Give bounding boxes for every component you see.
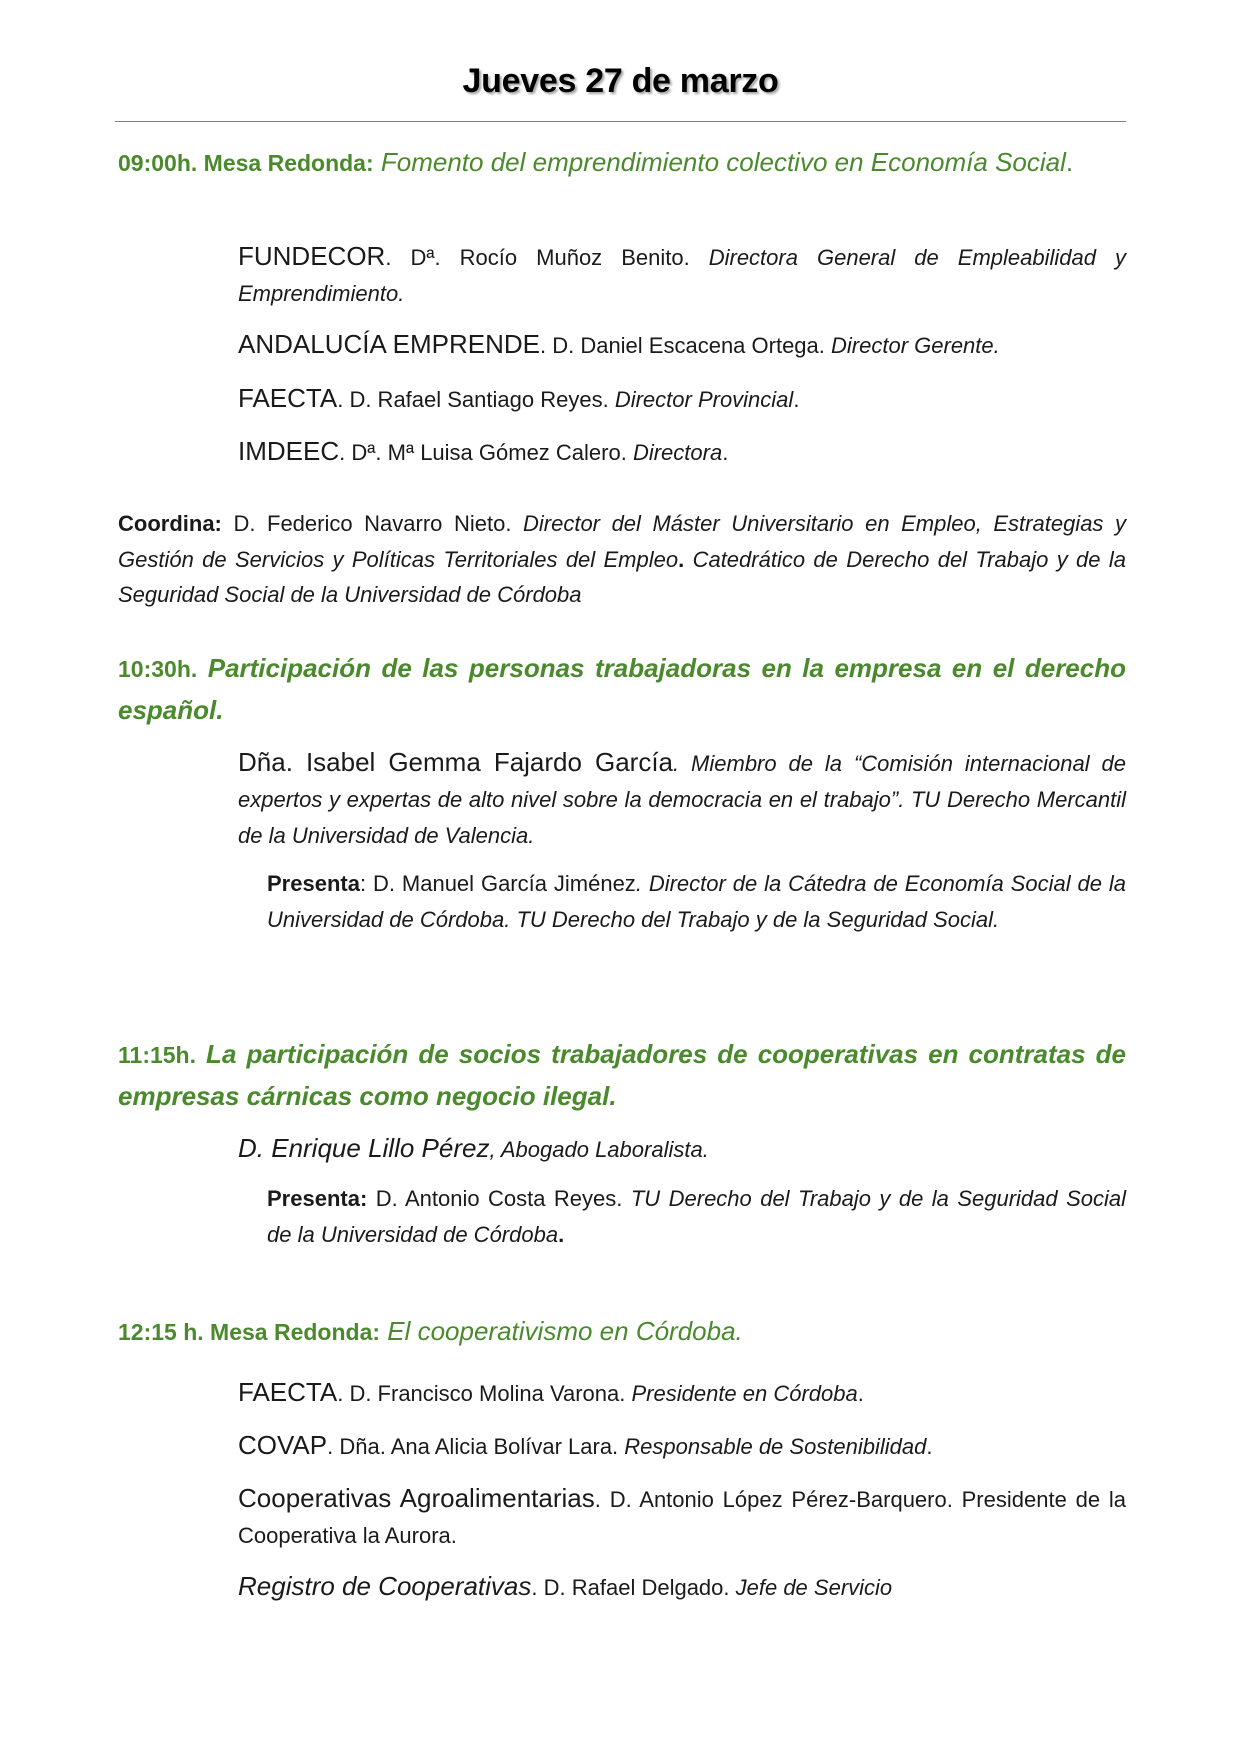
speaker-role: . Miembro de la “Comisión internacional de expertos y expertas de alto nivel sobre la democracia en el trabajo”. TU Derecho Mercantil de la Universidad de Valencia.	[238, 751, 1126, 848]
participant-sep: .	[337, 387, 350, 412]
participant-sep: .	[327, 1434, 340, 1459]
participant-org: FAECTA	[238, 383, 338, 413]
title-divider	[115, 121, 1126, 122]
session-4-time: 12:15 h.	[118, 1319, 204, 1345]
session-2-heading	[118, 648, 1126, 731]
participant-sep: .	[539, 333, 553, 358]
presenter-end: .	[558, 1222, 565, 1247]
speaker-name: D. Enrique Lillo Pérez	[238, 1133, 490, 1163]
coordinator-role-2: Catedrático de Derecho del Trabajo y de la Seguridad Social de la Universidad de Córdoba	[118, 546, 1126, 607]
session-1-coordinator	[118, 506, 1126, 613]
coordinator-role: Director del Máster Universitario en Empleo, Estrategias y Gestión de Servicios y Políticas Territoriales del Empleo	[118, 511, 1126, 572]
participant-name: D. Daniel Escacena Ortega.	[552, 333, 825, 358]
session-1-label: Mesa Redonda:	[197, 150, 374, 176]
session-1-participant-1	[238, 238, 1126, 312]
participant-sep: .	[385, 245, 411, 270]
participant-role: Directora General de Empleabilidad y Emprendimiento.	[238, 245, 1126, 306]
session-2-time: 10:30h.	[118, 656, 198, 682]
participant-end: .	[926, 1434, 933, 1459]
participant-name: Dña. Ana Alicia Bolívar Lara.	[339, 1434, 619, 1459]
session-3-heading	[118, 1034, 1126, 1117]
coordinator-dot: .	[678, 546, 685, 572]
presenter-label: Presenta:	[267, 1186, 368, 1211]
participant-end: .	[793, 387, 800, 412]
participant-name: Dª. Mª Luisa Gómez Calero.	[351, 440, 627, 465]
participant-name: D. Antonio López Pérez-Barquero. Presidente de la Cooperativa la Aurora.	[238, 1487, 1126, 1548]
participant-name: D. Rafael Delgado.	[543, 1575, 730, 1600]
participant-role: Jefe de Servicio	[729, 1575, 893, 1600]
session-4-participant-4	[238, 1568, 1126, 1606]
participant-org: COVAP	[238, 1430, 328, 1460]
participant-role: Responsable de Sostenibilidad	[618, 1434, 927, 1459]
participant-role: Director Gerente.	[824, 333, 1000, 358]
coordinator-name: D. Federico Navarro Nieto.	[221, 511, 512, 536]
participant-sep: .	[339, 440, 352, 465]
session-4-participant-2	[238, 1427, 1126, 1465]
session-1-participant-4	[238, 433, 1126, 471]
session-1-topic: Fomento del emprendimiento colectivo en Economía Social	[373, 147, 1066, 177]
participant-role: Director Provincial	[608, 387, 794, 412]
participant-name: D. Rafael Santiago Reyes.	[349, 387, 609, 412]
session-2-topic: Participación de las personas trabajadoras en la empresa en el derecho español.	[118, 653, 1126, 725]
participant-role: Presidente en Córdoba	[625, 1381, 858, 1406]
coordinator-label: Coordina:	[118, 511, 222, 536]
presenter-colon: :	[359, 871, 373, 896]
participant-sep: .	[337, 1381, 350, 1406]
session-4-participant-1	[238, 1374, 1126, 1412]
session-3-time: 11:15h.	[118, 1042, 196, 1068]
participant-org: ANDALUCÍA EMPRENDE	[238, 329, 540, 359]
speaker-name: Dña. Isabel Gemma Fajardo García	[238, 747, 674, 777]
participant-org: Registro de Cooperativas	[238, 1571, 532, 1601]
session-4-heading	[118, 1311, 1126, 1353]
session-1-participant-2	[238, 326, 1126, 364]
participant-end: .	[857, 1381, 864, 1406]
session-4-topic: El cooperativismo en Córdoba.	[380, 1316, 743, 1346]
session-3-speaker	[238, 1130, 1126, 1168]
session-1-topic-end: .	[1065, 147, 1074, 177]
session-3-topic: La participación de socios trabajadores de cooperativas en contratas de empresas cárnicas como negocio ilegal.	[118, 1039, 1126, 1111]
session-4-participant-3	[238, 1480, 1126, 1554]
participant-org: FAECTA	[238, 1377, 338, 1407]
speaker-role: , Abogado Laboralista.	[489, 1137, 709, 1162]
participant-sep: .	[531, 1575, 544, 1600]
participant-org: Cooperativas Agroalimentarias	[238, 1483, 595, 1513]
presenter-role: . Director de la Cátedra de Economía Social de la Universidad de Córdoba. TU Derecho del Trabajo y de la Seguridad Social.	[267, 871, 1126, 932]
presenter-label: Presenta	[267, 871, 360, 896]
participant-name: Dª. Rocío Muñoz Benito.	[410, 245, 690, 270]
presenter-name: D. Manuel García Jiménez	[372, 871, 636, 896]
page-title: Jueves 27 de marzo	[462, 62, 779, 100]
participant-org: FUNDECOR	[238, 241, 386, 271]
participant-role: Directora	[626, 440, 723, 465]
participant-end: .	[722, 440, 729, 465]
participant-name: D. Francisco Molina Varona.	[349, 1381, 626, 1406]
participant-sep: .	[594, 1487, 610, 1512]
session-1-participant-3	[238, 380, 1126, 418]
session-2-speaker	[238, 744, 1126, 854]
participant-org: IMDEEC	[238, 436, 340, 466]
session-3-presenter	[267, 1181, 1126, 1253]
session-2-presenter	[267, 866, 1126, 938]
session-1-time: 09:00h.	[118, 150, 198, 176]
presenter-role: TU Derecho del Trabajo y de la Seguridad Social de la Universidad de Córdoba	[267, 1186, 1127, 1247]
presenter-name: D. Antonio Costa Reyes.	[367, 1186, 623, 1211]
session-1-heading	[118, 142, 1126, 184]
session-4-label: Mesa Redonda:	[203, 1319, 381, 1345]
